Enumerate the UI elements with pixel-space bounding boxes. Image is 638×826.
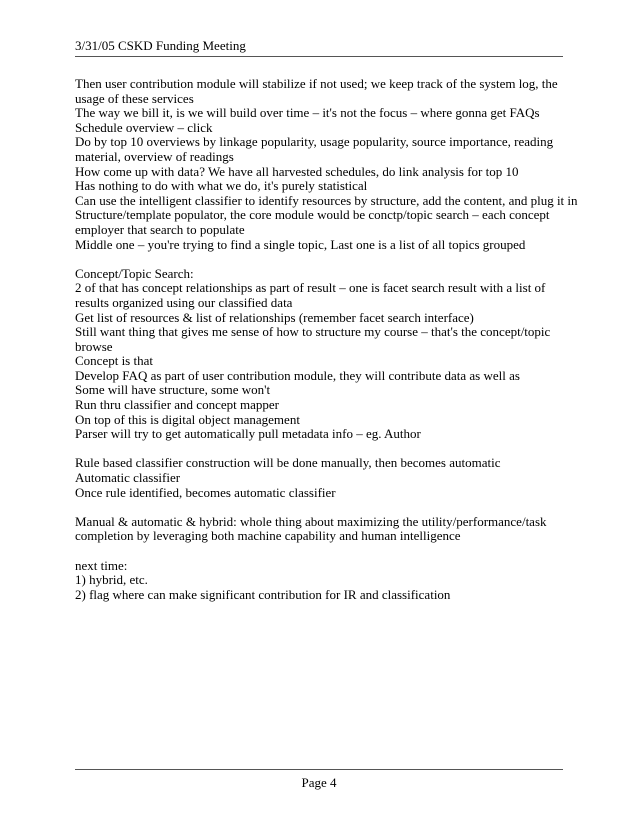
header-title: 3/31/05 CSKD Funding Meeting: [75, 38, 246, 53]
text-line: material, overview of readings: [75, 148, 234, 164]
text-line: Do by top 10 overviews by linkage popularity, usage popularity, source importance, reading: [75, 134, 554, 150]
text-line: 2 of that has concept relationships as part of result – one is facet search result with a list of: [75, 280, 546, 296]
section-heading: next time:: [75, 557, 128, 573]
list-item: 1) hybrid, etc.: [75, 572, 148, 588]
text-line: On top of this is digital object management: [75, 411, 300, 427]
section-heading: Concept/Topic Search:: [75, 265, 194, 281]
text-line: Rule based classifier construction will be done manually, then becomes automatic: [75, 455, 501, 471]
text-line: usage of these services: [75, 90, 194, 106]
paragraph-1: [75, 76, 578, 252]
text-line: Run thru classifier and concept mapper: [75, 397, 279, 413]
paragraph-2: [75, 267, 567, 442]
page-header: [75, 38, 563, 57]
text-line: Develop FAQ as part of user contribution module, they will contribute data as well as: [75, 367, 520, 383]
text-line: employer that search to populate: [75, 221, 245, 237]
paragraph-3: [75, 456, 567, 500]
paragraph-5: [75, 559, 567, 603]
text-line: Structure/template populator, the core module would be conctp/topic search – each concept: [75, 207, 550, 223]
text-line: Has nothing to do with what we do, it's purely statistical: [75, 178, 368, 194]
text-line: Can use the intelligent classifier to identify resources by structure, add the content, and plug it in: [75, 192, 578, 208]
text-line: Parser will try to get automatically pull metadata info – eg. Author: [75, 426, 421, 442]
text-line: Some will have structure, some won't: [75, 382, 271, 398]
text-line: Schedule overview – click: [75, 119, 213, 135]
page-footer: [75, 769, 563, 791]
text-line: Manual & automatic & hybrid: whole thing about maximizing the utility/performance/task: [75, 513, 547, 529]
text-line: Once rule identified, becomes automatic classifier: [75, 484, 336, 500]
text-line: Get list of resources & list of relationships (remember facet search interface): [75, 309, 474, 325]
page-number: Page 4: [301, 775, 337, 790]
text-line: results organized using our classified data: [75, 294, 293, 310]
text-line: How come up with data? We have all harvested schedules, do link analysis for top 10: [75, 163, 519, 179]
document-body: [75, 76, 578, 602]
text-line: Then user contribution module will stabilize if not used; we keep track of the system log, the: [75, 76, 558, 91]
text-line: Middle one – you're trying to find a single topic, Last one is a list of all topics grouped: [75, 236, 526, 252]
text-line: browse: [75, 338, 113, 354]
paragraph-4: [75, 515, 567, 544]
text-line: completion by leveraging both machine capability and human intelligence: [75, 528, 461, 544]
list-item: 2) flag where can make significant contribution for IR and classification: [75, 586, 451, 602]
text-line: The way we bill it, is we will build over time – it's not the focus – where gonna get FAQs: [75, 105, 540, 121]
text-line: Concept is that: [75, 353, 153, 369]
text-line: Still want thing that gives me sense of how to structure my course – that's the concept/topic: [75, 324, 551, 340]
text-line: Automatic classifier: [75, 470, 181, 486]
